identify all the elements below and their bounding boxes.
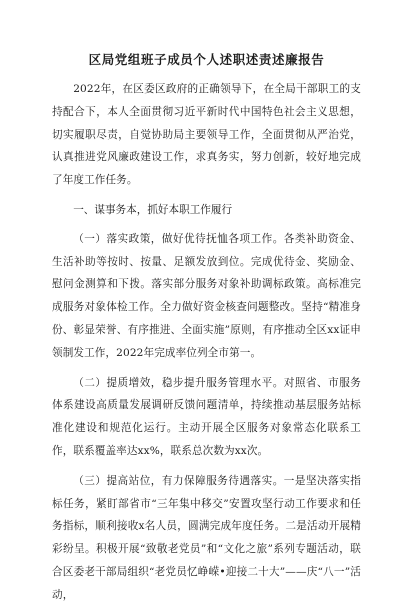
item-paragraph-2: （二）提质增效，稳步提升服务管理水平。对照省、市服务体系建设高质量发展调研反馈问题清单，持续推动基层服务站标准化建设和规范化运行。主动开展全区服务对象常态化联系工作，联系覆盖率达xx%，联系总次数为xx次。 — [52, 376, 361, 457]
document-title: 区局党组班子成员个人述职述责述廉报告 — [88, 52, 325, 67]
section-heading: 一、谋事务本，抓好本职工作履行 — [73, 203, 233, 216]
intro-paragraph: 2022年，在区委区政府的正确领导下，在全局干部职工的支持配合下，本人全面贯彻习近平新时代中国特色社会主义思想，切实履职尽责，自觉协助局主要领导工作，全面贯彻从严治党，认真推进党风廉政建设工作，求真务实，努力创新，较好地完成了年度工作任务。 — [52, 83, 361, 187]
item-paragraph-3: （三）提高站位，有力保障服务待遇落实。一是坚决落实指标任务，紧盯部省市“三年集中移交”安置攻坚行动工作要求和任务指标，顺利接收x名人员，圆满完成年度任务。二是活动开展精彩纷呈。积极开展“致敬老党员”和“文化之旅”系列专题活动，联合区委老干部局组织“老党员忆峥嵘•迎接二十大”——庆“八一”活动， — [52, 474, 361, 601]
item-paragraph-1: （一）落实政策，做好优待抚恤各项工作。各类补助资金、生活补助等按时、按量、足额发放到位。完成优待金、奖励金、慰问金测算和下拨。落实部分服务对象补助调标政策。高标准完成服务对象体检工作。全力做好资金核查问题整改。坚持“精准身份、彰显荣誉、有序推进、全面实施”原则，有序推动全区xx证申领制发工作，2022年完成率位列全市第一。 — [52, 232, 361, 359]
